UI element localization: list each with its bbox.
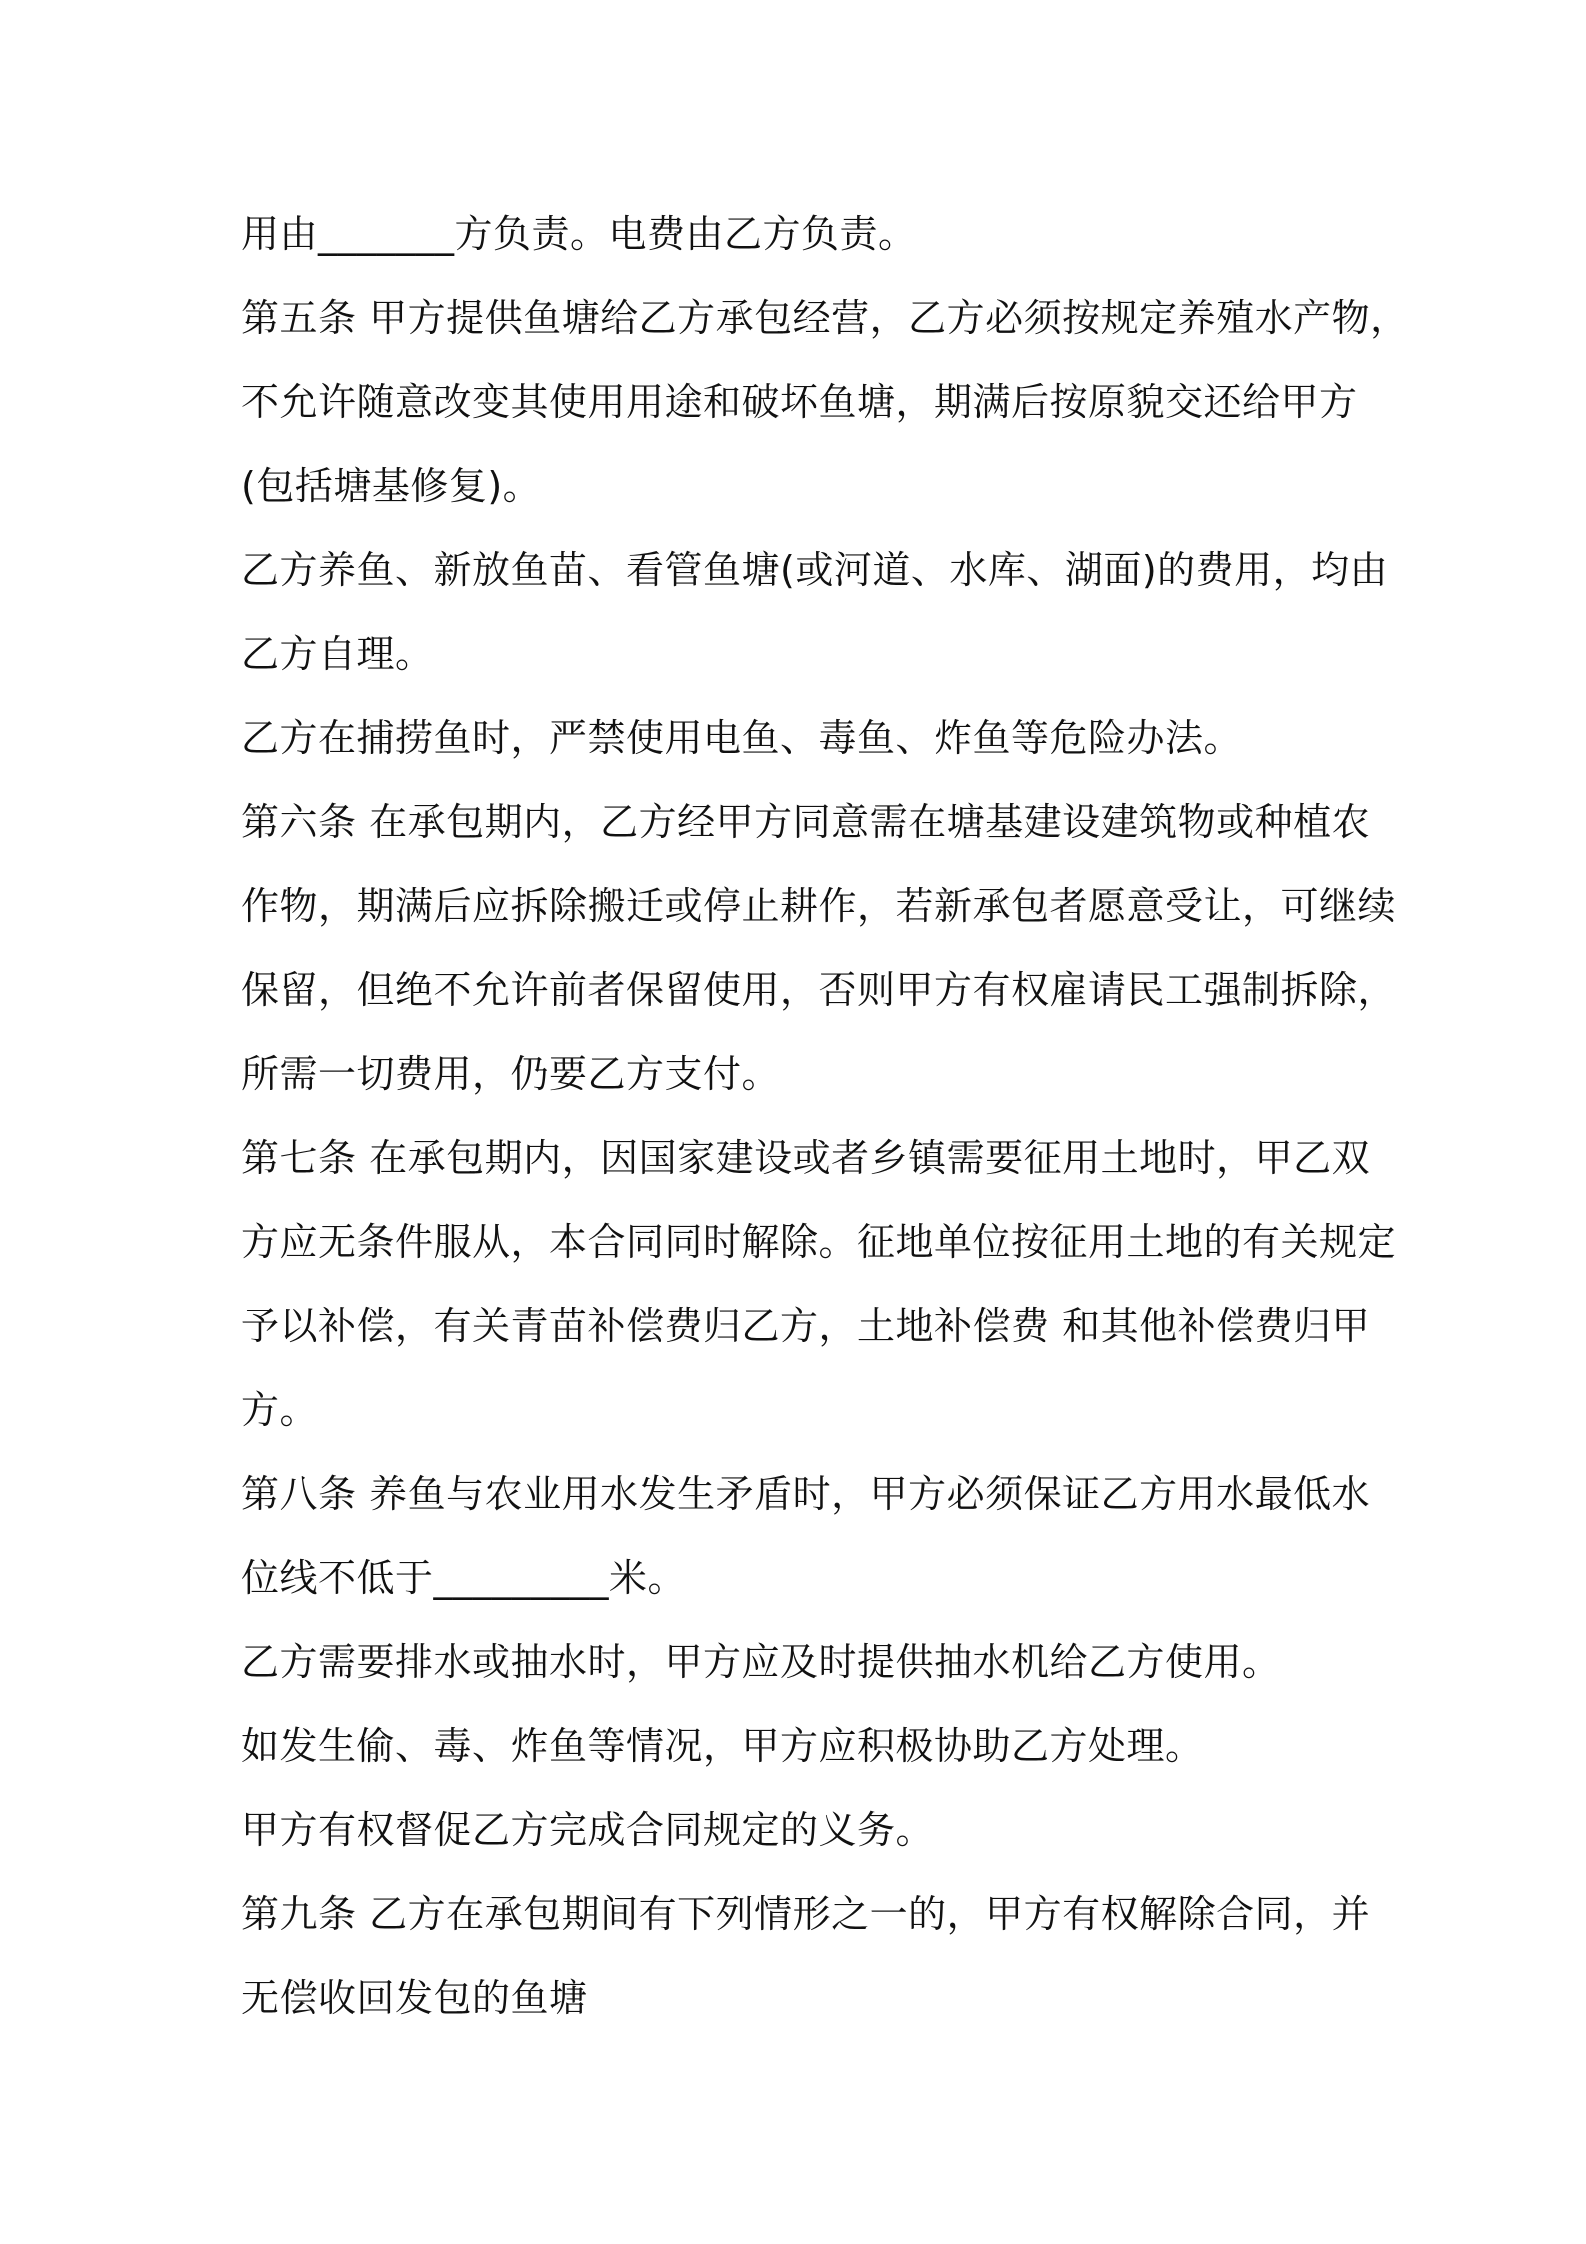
text-line: 用由_______方负责。电费由乙方负责。 <box>241 212 917 256</box>
contract-text <box>241 192 1409 2040</box>
text-line: 乙方需要排水或抽水时，甲方应及时提供抽水机给乙方使用。 <box>241 1640 1281 1684</box>
article-7-heading-line: 第七条 在承包期内，因国家建设或者乡镇需要征用土地时，甲乙双 <box>241 1136 1371 1180</box>
text-line: 乙方养鱼、新放鱼苗、看管鱼塘(或河道、水库、湖面)的费用，均由 <box>241 548 1389 592</box>
text-line: 保留，但绝不允许前者保留使用，否则甲方有权雇请民工强制拆除， <box>241 968 1397 1012</box>
text-line: 作物，期满后应拆除搬迁或停止耕作，若新承包者愿意受让，可继续 <box>241 884 1397 928</box>
article-8-heading-line: 第八条 养鱼与农业用水发生矛盾时，甲方必须保证乙方用水最低水 <box>241 1472 1371 1516</box>
text-line: 方应无条件服从，本合同同时解除。征地单位按征用土地的有关规定 <box>241 1220 1397 1264</box>
text-line: 乙方在捕捞鱼时，严禁使用电鱼、毒鱼、炸鱼等危险办法。 <box>241 716 1243 760</box>
text-line: 位线不低于_________米。 <box>241 1556 687 1600</box>
text-line: 不允许随意改变其使用用途和破坏鱼塘，期满后按原貌交还给甲方 <box>241 380 1358 424</box>
article-9-heading-line: 第九条 乙方在承包期间有下列情形之一的，甲方有权解除合同，并 <box>241 1892 1371 1936</box>
text-line: (包括塘基修复)。 <box>241 464 542 508</box>
text-line: 甲方有权督促乙方完成合同规定的义务。 <box>241 1808 935 1852</box>
text-line: 乙方自理。 <box>241 632 434 676</box>
text-line: 如发生偷、毒、炸鱼等情况，甲方应积极协助乙方处理。 <box>241 1724 1204 1768</box>
text-line: 予以补偿，有关青苗补偿费归乙方，土地补偿费 和其他补偿费归甲 <box>241 1304 1371 1348</box>
text-line: 所需一切费用，仍要乙方支付。 <box>241 1052 781 1096</box>
text-line: 无偿收回发包的鱼塘 <box>241 1976 588 2020</box>
article-6-heading-line: 第六条 在承包期内，乙方经甲方同意需在塘基建设建筑物或种植农 <box>241 800 1371 844</box>
text-line: 方。 <box>241 1388 319 1432</box>
article-5-heading-line: 第五条 甲方提供鱼塘给乙方承包经营，乙方必须按规定养殖水产物， <box>241 296 1409 340</box>
